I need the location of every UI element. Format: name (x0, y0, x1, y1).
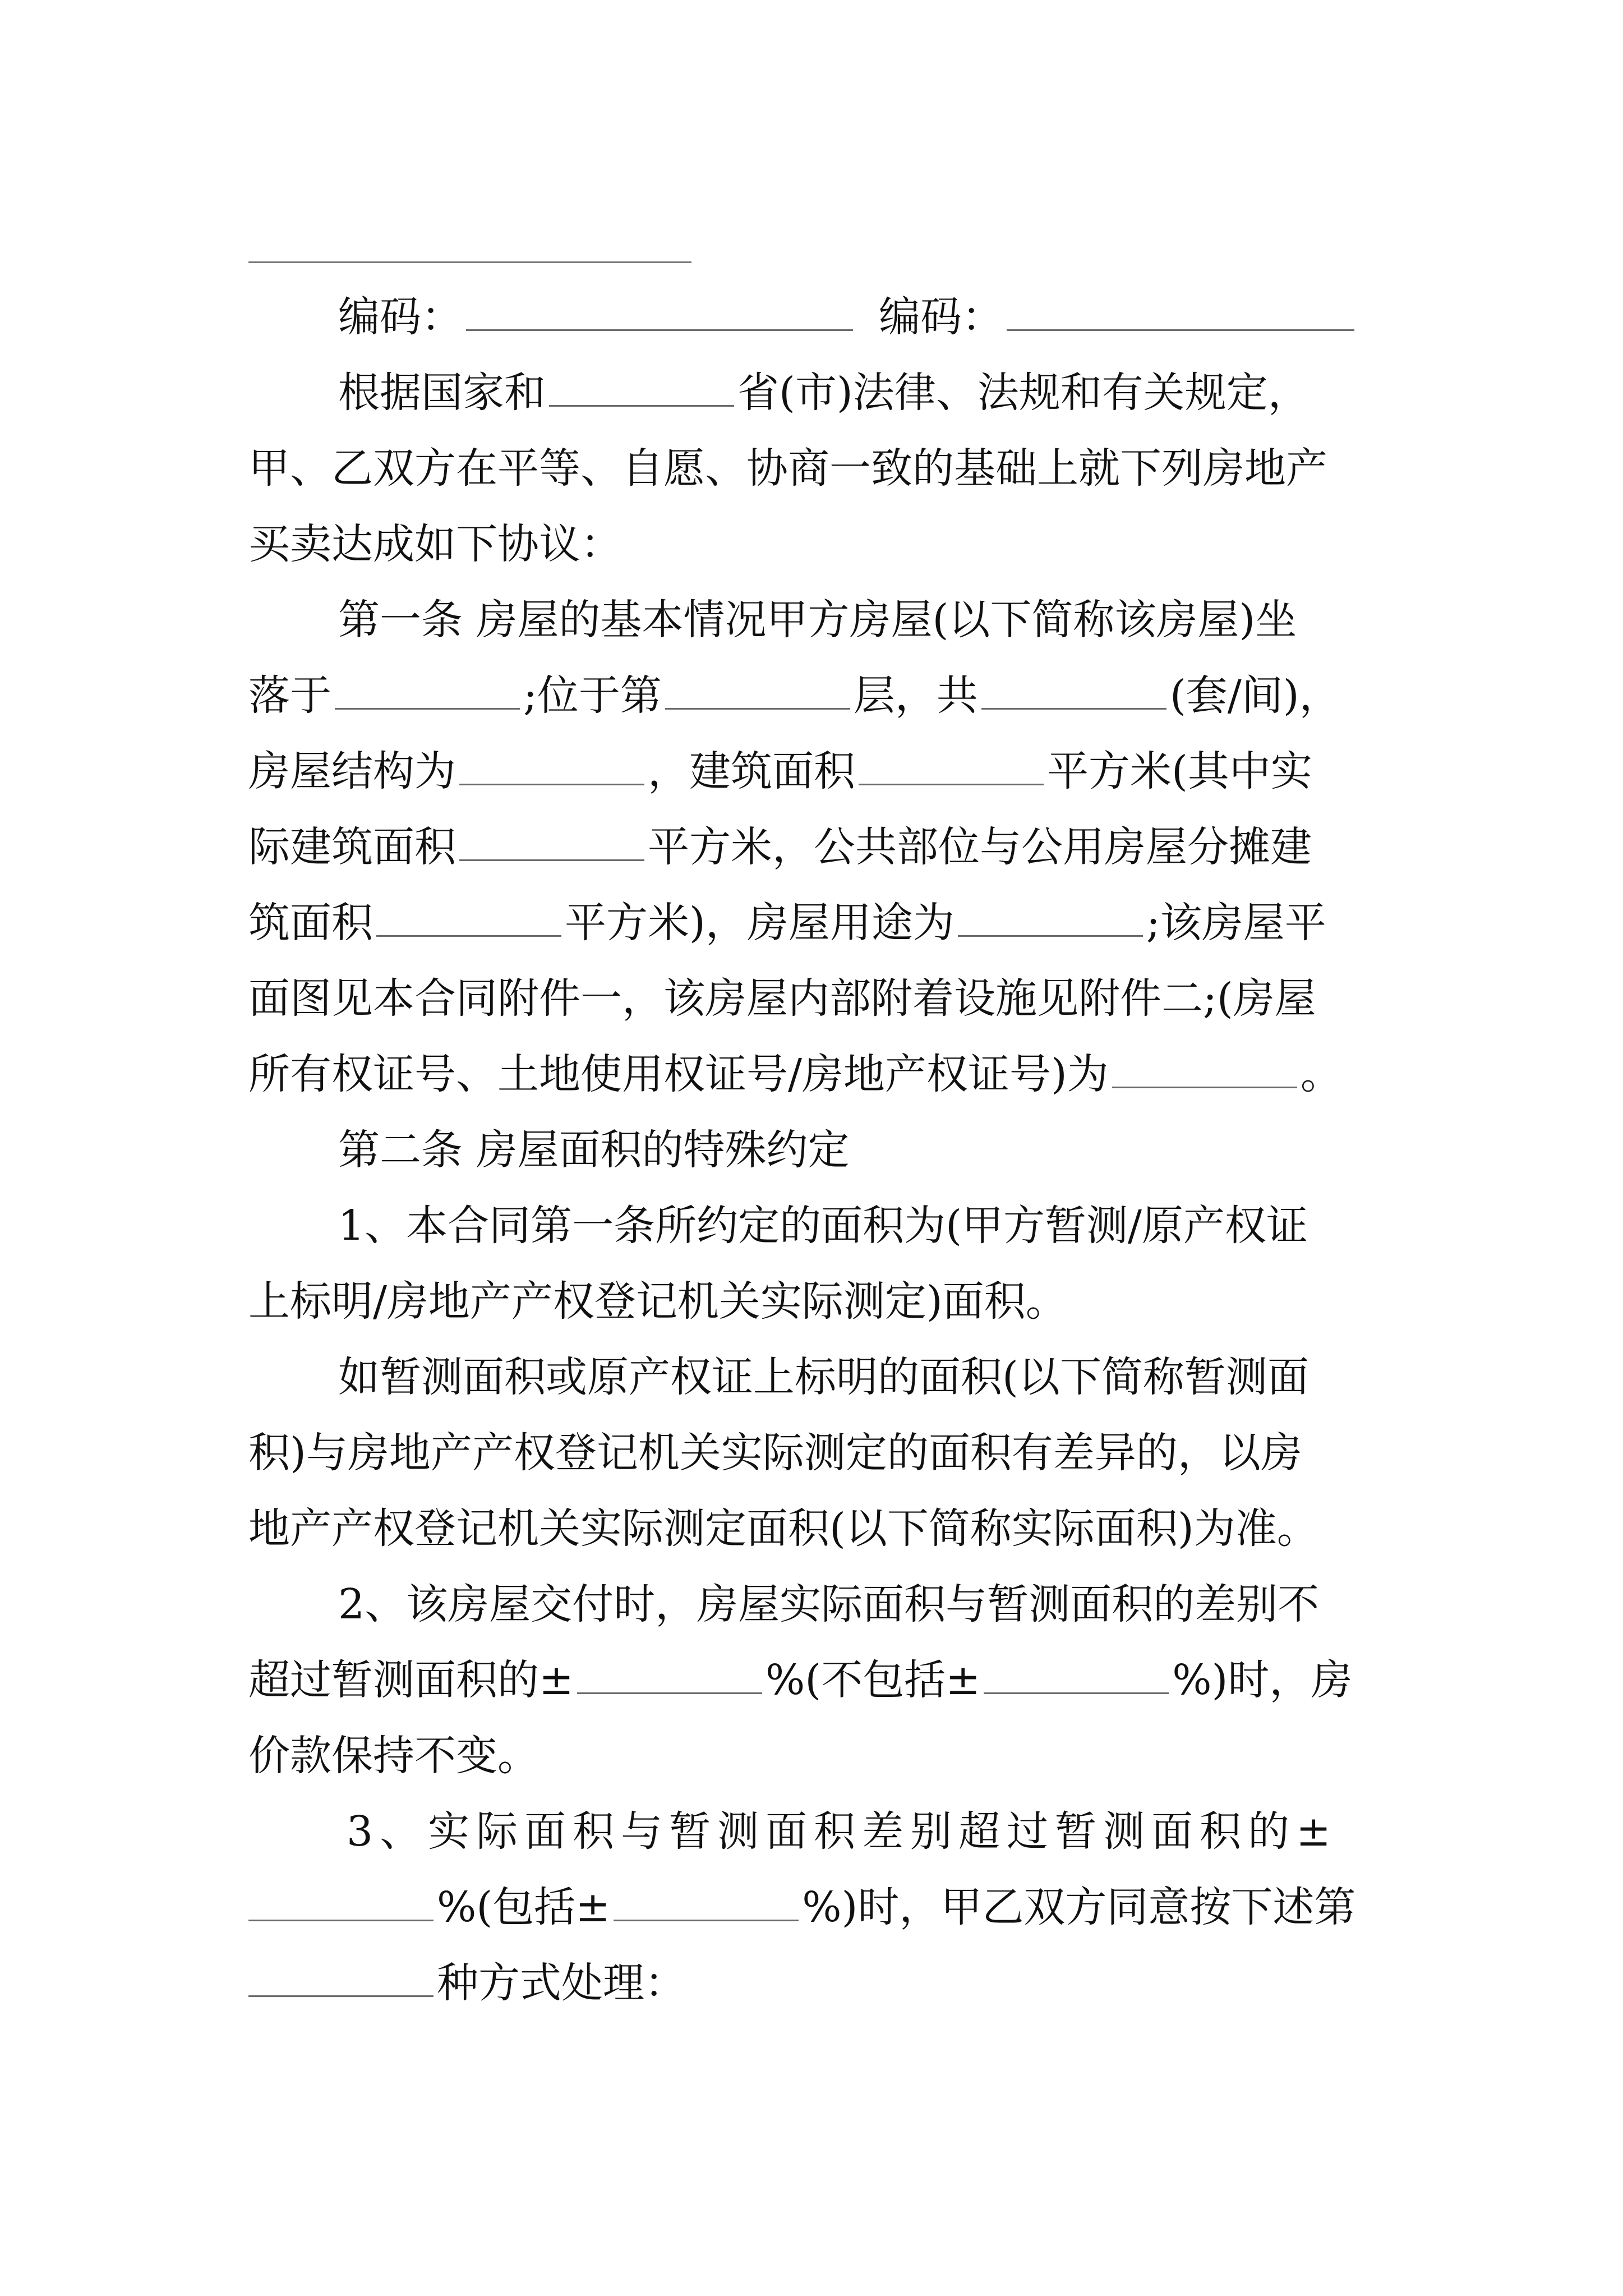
province-blank (549, 404, 734, 407)
article2-text: 1、本合同第一条所约定的面积为(甲方暂测/原产权证 (338, 1202, 1308, 1250)
floor-area-blank (859, 783, 1044, 785)
tolerance-blank-1 (577, 1692, 762, 1694)
intro-text: 根据国家和 (338, 369, 546, 417)
article2-p2-line-3 (248, 1487, 1398, 1571)
article2-p3-line-2 (248, 1638, 1398, 1722)
article1-text: 平方米)，房屋用途为 (565, 899, 955, 947)
article1-line-5 (248, 881, 1398, 965)
tolerance-blank-2 (984, 1692, 1169, 1694)
method-blank (248, 1995, 434, 1997)
floor-blank (665, 707, 850, 710)
code-blank-1 (466, 329, 853, 331)
article1-text: ;该房屋平 (1146, 899, 1326, 947)
article1-text: ，建筑面积 (648, 747, 855, 795)
code-label-2: 编码： (879, 293, 1003, 341)
shared-area-blank (376, 935, 561, 937)
top-rule (248, 261, 691, 263)
code-label-1: 编码： (338, 293, 463, 341)
structure-blank (459, 783, 644, 785)
article2-text: %)时，房 (1172, 1656, 1353, 1704)
intro-line-2 (248, 426, 1398, 510)
article2-text: 价款保持不变。 (248, 1732, 539, 1780)
article2-text: 3、实际面积与暂测面积差别超过暂测面积的± (347, 1807, 1338, 1856)
article1-text: (套/间)， (1169, 671, 1341, 720)
article2-p2-line-2 (248, 1411, 1398, 1495)
article2-text: 种方式处理： (437, 1959, 686, 2007)
article1-text: 房屋结构为 (248, 747, 456, 795)
article1-line-2 (248, 654, 1398, 738)
article2-p1-line-2 (248, 1259, 1398, 1343)
article2-p4-line-2 (248, 1865, 1398, 1949)
article1-line-6 (248, 956, 1398, 1041)
intro-text: 省(市)法律、法规和有关规定， (737, 369, 1310, 417)
article2-text: 如暂测面积或原产权证上标明的面积(以下简称暂测面 (338, 1353, 1309, 1401)
article1-text: 平方米(其中实 (1047, 747, 1312, 795)
article2-p3-line-1 (248, 1562, 1398, 1646)
article1-text: 第一条 房屋的基本情况甲方房屋(以下简称该房屋)坐 (338, 596, 1297, 644)
article1-text: 面图见本合同附件一，该房屋内部附着设施见附件二;(房屋 (248, 974, 1316, 1023)
article1-text: 落于 (248, 671, 331, 720)
article1-line-3 (248, 729, 1398, 813)
intro-text: 甲、乙双方在平等、自愿、协商一致的基础上就下列房地产 (248, 444, 1327, 493)
location-blank (335, 707, 520, 710)
actual-area-blank (459, 859, 644, 861)
article2-title-text: 第二条 房屋面积的特殊约定 (338, 1126, 850, 1174)
intro-line-3 (248, 502, 1398, 586)
article1-line-7 (248, 1032, 1398, 1116)
certificate-blank (1112, 1086, 1297, 1088)
article1-line-4 (248, 805, 1398, 889)
article1-text: 平方米，公共部位与公用房屋分摊建 (648, 823, 1312, 871)
article2-text: 上标明/房地产产权登记机关实际测定)面积。 (248, 1277, 1067, 1326)
article2-p3-line-3 (248, 1714, 1398, 1798)
usage-blank (958, 935, 1143, 937)
article2-text: 2、该房屋交付时，房屋实际面积与暂测面积的差别不 (338, 1580, 1320, 1628)
article2-text: 超过暂测面积的± (248, 1656, 574, 1704)
intro-line-1 (248, 351, 1398, 435)
units-blank (981, 707, 1166, 710)
article2-text: %(包括± (437, 1883, 611, 1931)
code-line (248, 275, 1398, 359)
intro-text: 买卖达成如下协议： (248, 520, 622, 568)
excess-blank-2 (614, 1919, 799, 1921)
article1-text: 所有权证号、土地使用权证号/房地产权证号)为 (248, 1050, 1109, 1098)
article2-text: 地产产权登记机关实际测定面积(以下简称实际面积)为准。 (248, 1504, 1318, 1553)
article2-text: 积)与房地产产权登记机关实际测定的面积有差异的，以房 (248, 1429, 1302, 1477)
article2-text: %(不包括± (766, 1656, 981, 1704)
article1-text: 。 (1300, 1050, 1342, 1098)
article2-p1-line-1 (248, 1184, 1398, 1268)
article2-p2-line-1 (248, 1335, 1398, 1419)
article1-text: 层，共 (853, 671, 978, 720)
article2-p4-line-1 (248, 1789, 1398, 1874)
article1-text: ;位于第 (523, 671, 662, 720)
article2-p4-line-3 (248, 1941, 1398, 2025)
article1-line-1 (248, 578, 1398, 662)
article1-text: 际建筑面积 (248, 823, 456, 871)
code-blank-2 (1007, 329, 1354, 331)
article1-text: 筑面积 (248, 899, 373, 947)
article2-title (248, 1108, 1398, 1192)
article2-text: %)时，甲乙双方同意按下述第 (802, 1883, 1356, 1931)
excess-blank-1 (248, 1919, 434, 1921)
